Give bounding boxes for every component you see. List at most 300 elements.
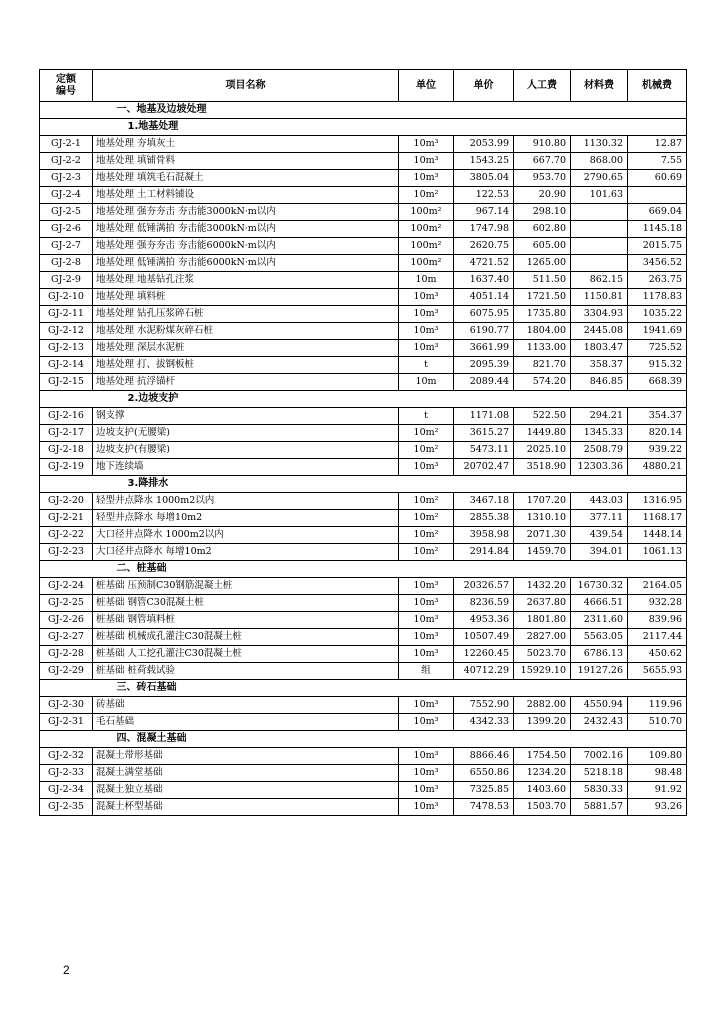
subsection-title: 2.边坡支护 (93, 391, 687, 408)
cell-labor: 2637.80 (514, 595, 571, 612)
cell-material: 12303.36 (571, 459, 628, 476)
cell-code: GJ-2-18 (40, 442, 93, 459)
cell-unit: 10m³ (399, 799, 454, 816)
cell-machine: 915.32 (628, 357, 687, 374)
cell-labor: 1133.00 (514, 340, 571, 357)
cell-unit: 10m (399, 374, 454, 391)
cell-labor: 953.70 (514, 170, 571, 187)
cell-name: 地基处理 低锤满拍 夯击能3000kN·m以内 (93, 221, 399, 238)
table-row (40, 425, 687, 442)
cell-code: GJ-2-6 (40, 221, 93, 238)
cell-unit: 10m³ (399, 748, 454, 765)
cell-material: 868.00 (571, 153, 628, 170)
cell-name: 地基处理 填料桩 (93, 289, 399, 306)
cell-machine: 119.96 (628, 697, 687, 714)
cell-price: 7552.90 (454, 697, 514, 714)
cell-name: 混凝土带形基础 (93, 748, 399, 765)
section-title: 四、混凝土基础 (93, 731, 687, 748)
cell-unit: 10m³ (399, 782, 454, 799)
cell-material: 2311.60 (571, 612, 628, 629)
header-price: 单价 (454, 70, 514, 102)
cell-unit: t (399, 357, 454, 374)
cell-name: 桩基础 钢管C30混凝土桩 (93, 595, 399, 612)
cell-labor: 910.80 (514, 136, 571, 153)
cell-unit: 10m³ (399, 697, 454, 714)
table-row (40, 153, 687, 170)
cell-material: 358.37 (571, 357, 628, 374)
table-row (40, 765, 687, 782)
cell-name: 地基处理 强夯夯击 夯击能3000kN·m以内 (93, 204, 399, 221)
cell-material (571, 204, 628, 221)
table-row (40, 799, 687, 816)
cell-labor: 1735.80 (514, 306, 571, 323)
cell-machine: 1168.17 (628, 510, 687, 527)
cell-name: 桩基础 桩荷载试验 (93, 663, 399, 680)
cell-material: 5881.57 (571, 799, 628, 816)
cell-price: 3615.27 (454, 425, 514, 442)
cell-code: GJ-2-33 (40, 765, 93, 782)
table-row (40, 646, 687, 663)
cell-labor: 602.80 (514, 221, 571, 238)
cell-material: 7002.16 (571, 748, 628, 765)
cell-unit: 10m³ (399, 323, 454, 340)
cell-price: 5473.11 (454, 442, 514, 459)
cell-unit: 10m² (399, 510, 454, 527)
cell-unit: 10m³ (399, 136, 454, 153)
header-machine: 机械费 (628, 70, 687, 102)
section-spacer (40, 731, 93, 748)
table-row (40, 374, 687, 391)
subsection-title: 1.地基处理 (93, 119, 687, 136)
cell-labor: 1707.20 (514, 493, 571, 510)
cell-machine: 1178.83 (628, 289, 687, 306)
cell-unit: 10m³ (399, 306, 454, 323)
table-row (40, 408, 687, 425)
cell-price: 4342.33 (454, 714, 514, 731)
section-row (40, 102, 687, 119)
cell-labor: 3518.90 (514, 459, 571, 476)
cell-unit: 10m³ (399, 170, 454, 187)
section-spacer (40, 102, 93, 119)
header-unit: 单位 (399, 70, 454, 102)
cell-code: GJ-2-21 (40, 510, 93, 527)
cell-machine: 1941.69 (628, 323, 687, 340)
cell-unit: 100m² (399, 255, 454, 272)
cell-name: 地基处理 夯填灰土 (93, 136, 399, 153)
cell-unit: 10m² (399, 493, 454, 510)
cell-code: GJ-2-12 (40, 323, 93, 340)
cell-price: 3805.04 (454, 170, 514, 187)
cell-price: 2914.84 (454, 544, 514, 561)
cell-material: 1345.33 (571, 425, 628, 442)
cell-machine: 263.75 (628, 272, 687, 289)
cell-price: 7325.85 (454, 782, 514, 799)
cell-machine: 2015.75 (628, 238, 687, 255)
cell-material: 2790.65 (571, 170, 628, 187)
cell-machine: 60.69 (628, 170, 687, 187)
cell-code: GJ-2-27 (40, 629, 93, 646)
cell-machine: 109.80 (628, 748, 687, 765)
cell-name: 边坡支护(无腰梁) (93, 425, 399, 442)
cell-price: 12260.45 (454, 646, 514, 663)
cell-price: 20326.57 (454, 578, 514, 595)
cell-price: 3467.18 (454, 493, 514, 510)
header-code (40, 70, 93, 102)
cell-code: GJ-2-26 (40, 612, 93, 629)
cell-unit: t (399, 408, 454, 425)
cell-code: GJ-2-11 (40, 306, 93, 323)
cell-code: GJ-2-8 (40, 255, 93, 272)
cell-unit: 组 (399, 663, 454, 680)
cell-machine: 1035.22 (628, 306, 687, 323)
cell-machine: 669.04 (628, 204, 687, 221)
cell-code: GJ-2-31 (40, 714, 93, 731)
table-row (40, 204, 687, 221)
table-row (40, 612, 687, 629)
cell-material: 5830.33 (571, 782, 628, 799)
cell-material: 2508.79 (571, 442, 628, 459)
cell-labor: 1449.80 (514, 425, 571, 442)
cell-material (571, 221, 628, 238)
cell-code: GJ-2-29 (40, 663, 93, 680)
section-spacer (40, 561, 93, 578)
cell-material: 2432.43 (571, 714, 628, 731)
cell-unit: 10m³ (399, 714, 454, 731)
cell-unit: 10m² (399, 442, 454, 459)
cell-labor: 2071.30 (514, 527, 571, 544)
cell-price: 8866.46 (454, 748, 514, 765)
cell-name: 地基处理 打、拔钢板桩 (93, 357, 399, 374)
cell-labor: 1754.50 (514, 748, 571, 765)
section-title: 二、桩基础 (93, 561, 687, 578)
cell-code: GJ-2-30 (40, 697, 93, 714)
cell-price: 2620.75 (454, 238, 514, 255)
cell-material: 1150.81 (571, 289, 628, 306)
section-row (40, 561, 687, 578)
cell-material: 5218.18 (571, 765, 628, 782)
section-spacer (40, 119, 93, 136)
subsection-row (40, 391, 687, 408)
header-name: 项目名称 (93, 70, 399, 102)
cell-machine: 1448.14 (628, 527, 687, 544)
cell-price: 1543.25 (454, 153, 514, 170)
cell-code: GJ-2-20 (40, 493, 93, 510)
cell-price: 3661.99 (454, 340, 514, 357)
cell-unit: 10m³ (399, 765, 454, 782)
table-row (40, 595, 687, 612)
cell-machine: 839.96 (628, 612, 687, 629)
cell-labor: 1265.00 (514, 255, 571, 272)
cell-labor: 1801.80 (514, 612, 571, 629)
header-material: 材料费 (571, 70, 628, 102)
cell-price: 7478.53 (454, 799, 514, 816)
cell-material: 846.85 (571, 374, 628, 391)
cell-material: 439.54 (571, 527, 628, 544)
cell-price: 967.14 (454, 204, 514, 221)
cell-name: 桩基础 人工挖孔灌注C30混凝土桩 (93, 646, 399, 663)
cell-price: 2089.44 (454, 374, 514, 391)
table-row (40, 136, 687, 153)
cell-code: GJ-2-14 (40, 357, 93, 374)
cell-code: GJ-2-24 (40, 578, 93, 595)
cell-code: GJ-2-10 (40, 289, 93, 306)
table-row (40, 527, 687, 544)
cell-price: 4953.36 (454, 612, 514, 629)
cell-name: 桩基础 机械成孔灌注C30混凝土桩 (93, 629, 399, 646)
cell-unit: 10m³ (399, 612, 454, 629)
cell-labor: 511.50 (514, 272, 571, 289)
cell-labor: 1459.70 (514, 544, 571, 561)
cell-material: 862.15 (571, 272, 628, 289)
quota-table (39, 69, 687, 816)
cell-unit: 10m³ (399, 289, 454, 306)
cell-unit: 10m² (399, 544, 454, 561)
cell-name: 地基处理 土工材料铺设 (93, 187, 399, 204)
cell-name: 混凝土杯型基础 (93, 799, 399, 816)
cell-unit: 10m³ (399, 629, 454, 646)
cell-unit: 10m² (399, 425, 454, 442)
cell-name: 地基处理 填铺骨料 (93, 153, 399, 170)
cell-code: GJ-2-4 (40, 187, 93, 204)
cell-machine: 1061.13 (628, 544, 687, 561)
subsection-title: 3.降排水 (93, 476, 687, 493)
cell-machine: 91.92 (628, 782, 687, 799)
cell-unit: 100m² (399, 238, 454, 255)
cell-code: GJ-2-15 (40, 374, 93, 391)
cell-price: 10507.49 (454, 629, 514, 646)
section-row (40, 731, 687, 748)
cell-unit: 10m³ (399, 153, 454, 170)
section-row (40, 680, 687, 697)
cell-name: 混凝土独立基础 (93, 782, 399, 799)
cell-machine: 820.14 (628, 425, 687, 442)
section-spacer (40, 476, 93, 493)
cell-machine: 2164.05 (628, 578, 687, 595)
table-row (40, 170, 687, 187)
cell-price: 1171.08 (454, 408, 514, 425)
cell-name: 轻型井点降水 每增10m2 (93, 510, 399, 527)
header-code-line2: 编号 (56, 85, 76, 97)
cell-name: 桩基础 钢管填料桩 (93, 612, 399, 629)
cell-code: GJ-2-22 (40, 527, 93, 544)
cell-code: GJ-2-35 (40, 799, 93, 816)
table-row (40, 748, 687, 765)
section-spacer (40, 391, 93, 408)
table-row (40, 697, 687, 714)
cell-labor: 5023.70 (514, 646, 571, 663)
cell-machine: 4880.21 (628, 459, 687, 476)
cell-price: 20702.47 (454, 459, 514, 476)
cell-labor: 1432.20 (514, 578, 571, 595)
cell-unit: 10m³ (399, 340, 454, 357)
cell-machine: 450.62 (628, 646, 687, 663)
table-row (40, 187, 687, 204)
cell-labor: 1399.20 (514, 714, 571, 731)
cell-name: 地基处理 深层水泥桩 (93, 340, 399, 357)
cell-name: 地基处理 水泥粉煤灰碎石桩 (93, 323, 399, 340)
cell-code: GJ-2-19 (40, 459, 93, 476)
cell-machine: 939.22 (628, 442, 687, 459)
cell-name: 地下连续墙 (93, 459, 399, 476)
cell-price: 8236.59 (454, 595, 514, 612)
cell-code: GJ-2-34 (40, 782, 93, 799)
cell-material: 5563.05 (571, 629, 628, 646)
section-title: 三、砖石基础 (93, 680, 687, 697)
cell-unit: 10m³ (399, 459, 454, 476)
table-header-row (40, 70, 687, 102)
header-code-line1: 定额 (56, 73, 76, 85)
cell-labor: 605.00 (514, 238, 571, 255)
cell-labor: 2827.00 (514, 629, 571, 646)
cell-machine: 98.48 (628, 765, 687, 782)
table-row (40, 714, 687, 731)
cell-material: 394.01 (571, 544, 628, 561)
cell-material: 16730.32 (571, 578, 628, 595)
table-row (40, 544, 687, 561)
cell-code: GJ-2-7 (40, 238, 93, 255)
table-row (40, 782, 687, 799)
cell-material: 1130.32 (571, 136, 628, 153)
table-row (40, 442, 687, 459)
cell-price: 2855.38 (454, 510, 514, 527)
cell-material: 3304.93 (571, 306, 628, 323)
cell-material: 294.21 (571, 408, 628, 425)
cell-name: 地基处理 低锤满拍 夯击能6000kN·m以内 (93, 255, 399, 272)
table-row (40, 340, 687, 357)
cell-labor: 1403.60 (514, 782, 571, 799)
cell-price: 40712.29 (454, 663, 514, 680)
cell-price: 4721.52 (454, 255, 514, 272)
cell-price: 3958.98 (454, 527, 514, 544)
section-title: 一、地基及边坡处理 (93, 102, 687, 119)
cell-machine: 932.28 (628, 595, 687, 612)
cell-machine: 354.37 (628, 408, 687, 425)
cell-name: 大口径井点降水 每增10m2 (93, 544, 399, 561)
cell-machine: 510.70 (628, 714, 687, 731)
cell-labor: 574.20 (514, 374, 571, 391)
cell-name: 地基处理 抗浮锚杆 (93, 374, 399, 391)
cell-price: 2053.99 (454, 136, 514, 153)
table-row (40, 221, 687, 238)
cell-material: 4550.94 (571, 697, 628, 714)
table-row (40, 306, 687, 323)
cell-code: GJ-2-2 (40, 153, 93, 170)
cell-machine: 2117.44 (628, 629, 687, 646)
table-row (40, 323, 687, 340)
cell-code: GJ-2-3 (40, 170, 93, 187)
cell-price: 2095.39 (454, 357, 514, 374)
cell-machine: 12.87 (628, 136, 687, 153)
cell-unit: 10m³ (399, 595, 454, 612)
cell-name: 大口径井点降水 1000m2以内 (93, 527, 399, 544)
cell-material: 101.63 (571, 187, 628, 204)
cell-material: 6786.13 (571, 646, 628, 663)
subsection-row (40, 476, 687, 493)
table-row (40, 272, 687, 289)
cell-price: 6075.95 (454, 306, 514, 323)
cell-machine: 725.52 (628, 340, 687, 357)
cell-price: 122.53 (454, 187, 514, 204)
table-row (40, 578, 687, 595)
cell-material (571, 238, 628, 255)
cell-code: GJ-2-25 (40, 595, 93, 612)
cell-name: 地基处理 地基钻孔注浆 (93, 272, 399, 289)
cell-code: GJ-2-23 (40, 544, 93, 561)
cell-unit: 10m (399, 272, 454, 289)
cell-labor: 1503.70 (514, 799, 571, 816)
cell-material (571, 255, 628, 272)
cell-material: 1803.47 (571, 340, 628, 357)
cell-unit: 10m³ (399, 578, 454, 595)
cell-machine: 93.26 (628, 799, 687, 816)
cell-machine: 7.55 (628, 153, 687, 170)
cell-name: 地基处理 强夯夯击 夯击能6000kN·m以内 (93, 238, 399, 255)
cell-price: 4051.14 (454, 289, 514, 306)
cell-machine (628, 187, 687, 204)
cell-name: 钢支撑 (93, 408, 399, 425)
cell-code: GJ-2-13 (40, 340, 93, 357)
cell-machine: 3456.52 (628, 255, 687, 272)
cell-labor: 2882.00 (514, 697, 571, 714)
cell-labor: 1234.20 (514, 765, 571, 782)
table-row (40, 238, 687, 255)
cell-material: 377.11 (571, 510, 628, 527)
page-number: 2 (63, 963, 70, 977)
cell-machine: 668.39 (628, 374, 687, 391)
cell-name: 砖基础 (93, 697, 399, 714)
header-labor: 人工费 (514, 70, 571, 102)
cell-code: GJ-2-1 (40, 136, 93, 153)
cell-name: 毛石基础 (93, 714, 399, 731)
cell-labor: 522.50 (514, 408, 571, 425)
cell-code: GJ-2-16 (40, 408, 93, 425)
cell-unit: 10m³ (399, 646, 454, 663)
cell-unit: 10m² (399, 187, 454, 204)
subsection-row (40, 119, 687, 136)
cell-code: GJ-2-17 (40, 425, 93, 442)
cell-labor: 15929.10 (514, 663, 571, 680)
cell-name: 混凝土满堂基础 (93, 765, 399, 782)
cell-code: GJ-2-32 (40, 748, 93, 765)
cell-price: 1747.98 (454, 221, 514, 238)
cell-machine: 1145.18 (628, 221, 687, 238)
table-row (40, 629, 687, 646)
cell-labor: 298.10 (514, 204, 571, 221)
cell-unit: 10m² (399, 527, 454, 544)
cell-labor: 1804.00 (514, 323, 571, 340)
table-row (40, 510, 687, 527)
cell-code: GJ-2-5 (40, 204, 93, 221)
table-row (40, 493, 687, 510)
cell-name: 轻型井点降水 1000m2以内 (93, 493, 399, 510)
cell-material: 443.03 (571, 493, 628, 510)
cell-unit: 100m² (399, 221, 454, 238)
section-spacer (40, 680, 93, 697)
table-row (40, 357, 687, 374)
cell-code: GJ-2-28 (40, 646, 93, 663)
cell-material: 4666.51 (571, 595, 628, 612)
cell-price: 1637.40 (454, 272, 514, 289)
table-row (40, 459, 687, 476)
cell-name: 桩基础 压预制C30钢筋混凝土桩 (93, 578, 399, 595)
cell-labor: 821.70 (514, 357, 571, 374)
cell-machine: 5655.93 (628, 663, 687, 680)
cell-labor: 2025.10 (514, 442, 571, 459)
cell-name: 边坡支护(有腰梁) (93, 442, 399, 459)
cell-labor: 667.70 (514, 153, 571, 170)
cell-material: 2445.08 (571, 323, 628, 340)
cell-labor: 20.90 (514, 187, 571, 204)
